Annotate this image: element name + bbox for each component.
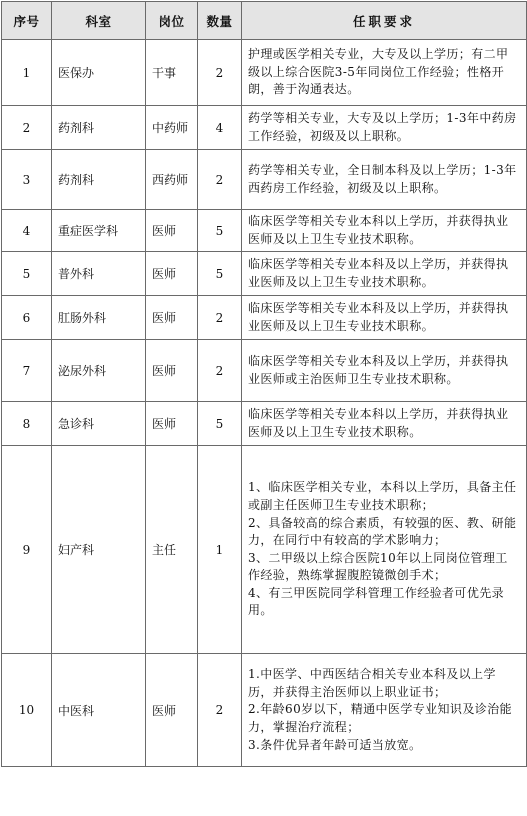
header-requirements: 任职要求 (242, 2, 527, 40)
recruitment-table (1, 1, 527, 767)
cell-count: 5 (198, 210, 242, 252)
cell-count: 2 (198, 340, 242, 402)
cell-dept: 妇产科 (52, 446, 146, 654)
cell-no: 9 (2, 446, 52, 654)
cell-no: 8 (2, 402, 52, 446)
requirement-item: 临床医学等相关专业本科以上学历，并获得执业医师及以上卫生专业技术职称。 (248, 407, 509, 439)
cell-count: 2 (198, 150, 242, 210)
header-dept: 科室 (52, 2, 146, 40)
table-row (2, 446, 527, 654)
cell-dept: 中医科 (52, 654, 146, 767)
cell-no: 10 (2, 654, 52, 767)
cell-requirements (242, 40, 527, 106)
cell-position: 西药师 (146, 150, 198, 210)
table-header-row (2, 2, 527, 40)
cell-position: 医师 (146, 340, 198, 402)
header-no: 序号 (2, 2, 52, 40)
cell-count: 1 (198, 446, 242, 654)
cell-requirements (242, 150, 527, 210)
requirement-item: 临床医学等相关专业本科及以上学历，并获得执业医师及以上卫生专业技术职称。 (248, 301, 509, 333)
cell-requirements (242, 106, 527, 150)
table-row (2, 106, 527, 150)
cell-dept: 肛肠外科 (52, 296, 146, 340)
cell-requirements (242, 252, 527, 296)
requirement-item: 药学等相关专业，全日制本科及以上学历；1-3年西药房工作经验，初级及以上职称。 (248, 162, 517, 195)
cell-dept: 药剂科 (52, 106, 146, 150)
cell-dept: 普外科 (52, 252, 146, 296)
table-row (2, 40, 527, 106)
table-row (2, 210, 527, 252)
cell-count: 2 (198, 654, 242, 767)
requirement-item: 2、具备较高的综合素质，有较强的医、教、研能力，在同行中有较高的学术影响力； (248, 515, 517, 548)
cell-position: 医师 (146, 210, 198, 252)
cell-no: 3 (2, 150, 52, 210)
header-count: 数量 (198, 2, 242, 40)
requirement-item: 临床医学等相关专业本科及以上学历，并获得执业医师或主治医师卫生专业技术职称。 (248, 354, 509, 386)
cell-dept: 重症医学科 (52, 210, 146, 252)
cell-no: 5 (2, 252, 52, 296)
cell-requirements (242, 402, 527, 446)
cell-requirements (242, 210, 527, 252)
cell-position: 主任 (146, 446, 198, 654)
cell-requirements (242, 446, 527, 654)
table-row (2, 340, 527, 402)
requirement-item: 药学等相关专业，大专及以上学历；1-3年中药房工作经验，初级及以上职称。 (248, 110, 517, 143)
cell-dept: 医保办 (52, 40, 146, 106)
cell-no: 2 (2, 106, 52, 150)
cell-count: 2 (198, 296, 242, 340)
cell-position: 医师 (146, 296, 198, 340)
cell-requirements (242, 296, 527, 340)
cell-dept: 药剂科 (52, 150, 146, 210)
requirement-item: 临床医学等相关专业本科以上学历，并获得执业医师及以上卫生专业技术职称。 (248, 214, 509, 246)
cell-position: 医师 (146, 654, 198, 767)
cell-requirements (242, 340, 527, 402)
cell-no: 7 (2, 340, 52, 402)
header-position: 岗位 (146, 2, 198, 40)
table-row (2, 402, 527, 446)
requirement-item: 护理或医学相关专业，大专及以上学历；有二甲级以上综合医院3-5年同岗位工作经验；性格开朗，善于沟通表达。 (248, 47, 509, 97)
cell-count: 4 (198, 106, 242, 150)
requirement-item: 1、临床医学相关专业，本科以上学历，具备主任或副主任医师卫生专业技术职称； (248, 480, 517, 512)
cell-no: 4 (2, 210, 52, 252)
cell-position: 中药师 (146, 106, 198, 150)
table-row (2, 252, 527, 296)
requirement-item: 4、有三甲医院同学科管理工作经验者可优先录用。 (248, 585, 505, 618)
cell-no: 6 (2, 296, 52, 340)
cell-position: 医师 (146, 402, 198, 446)
table-row (2, 150, 527, 210)
requirement-item: 3、二甲级以上综合医院10年以上同岗位管理工作经验，熟练掌握腹腔镜微创手术； (248, 550, 508, 583)
cell-count: 5 (198, 252, 242, 296)
cell-count: 5 (198, 402, 242, 446)
cell-position: 干事 (146, 40, 198, 106)
requirement-item: 1.中医学、中西医结合相关专业本科及以上学历，并获得主治医师以上职业证书； (248, 667, 496, 699)
cell-no: 1 (2, 40, 52, 106)
cell-position: 医师 (146, 252, 198, 296)
cell-count: 2 (198, 40, 242, 106)
requirement-item: 2.年龄60岁以下，精通中医学专业知识及诊治能力，掌握治疗流程； (248, 702, 512, 734)
table-row (2, 654, 527, 767)
cell-requirements (242, 654, 527, 767)
requirement-item: 临床医学等相关专业本科及以上学历，并获得执业医师及以上卫生专业技术职称。 (248, 257, 509, 289)
cell-dept: 泌尿外科 (52, 340, 146, 402)
table-row (2, 296, 527, 340)
cell-dept: 急诊科 (52, 402, 146, 446)
requirement-item: 3.条件优异者年龄可适当放宽。 (248, 737, 422, 752)
table-body (2, 40, 527, 767)
